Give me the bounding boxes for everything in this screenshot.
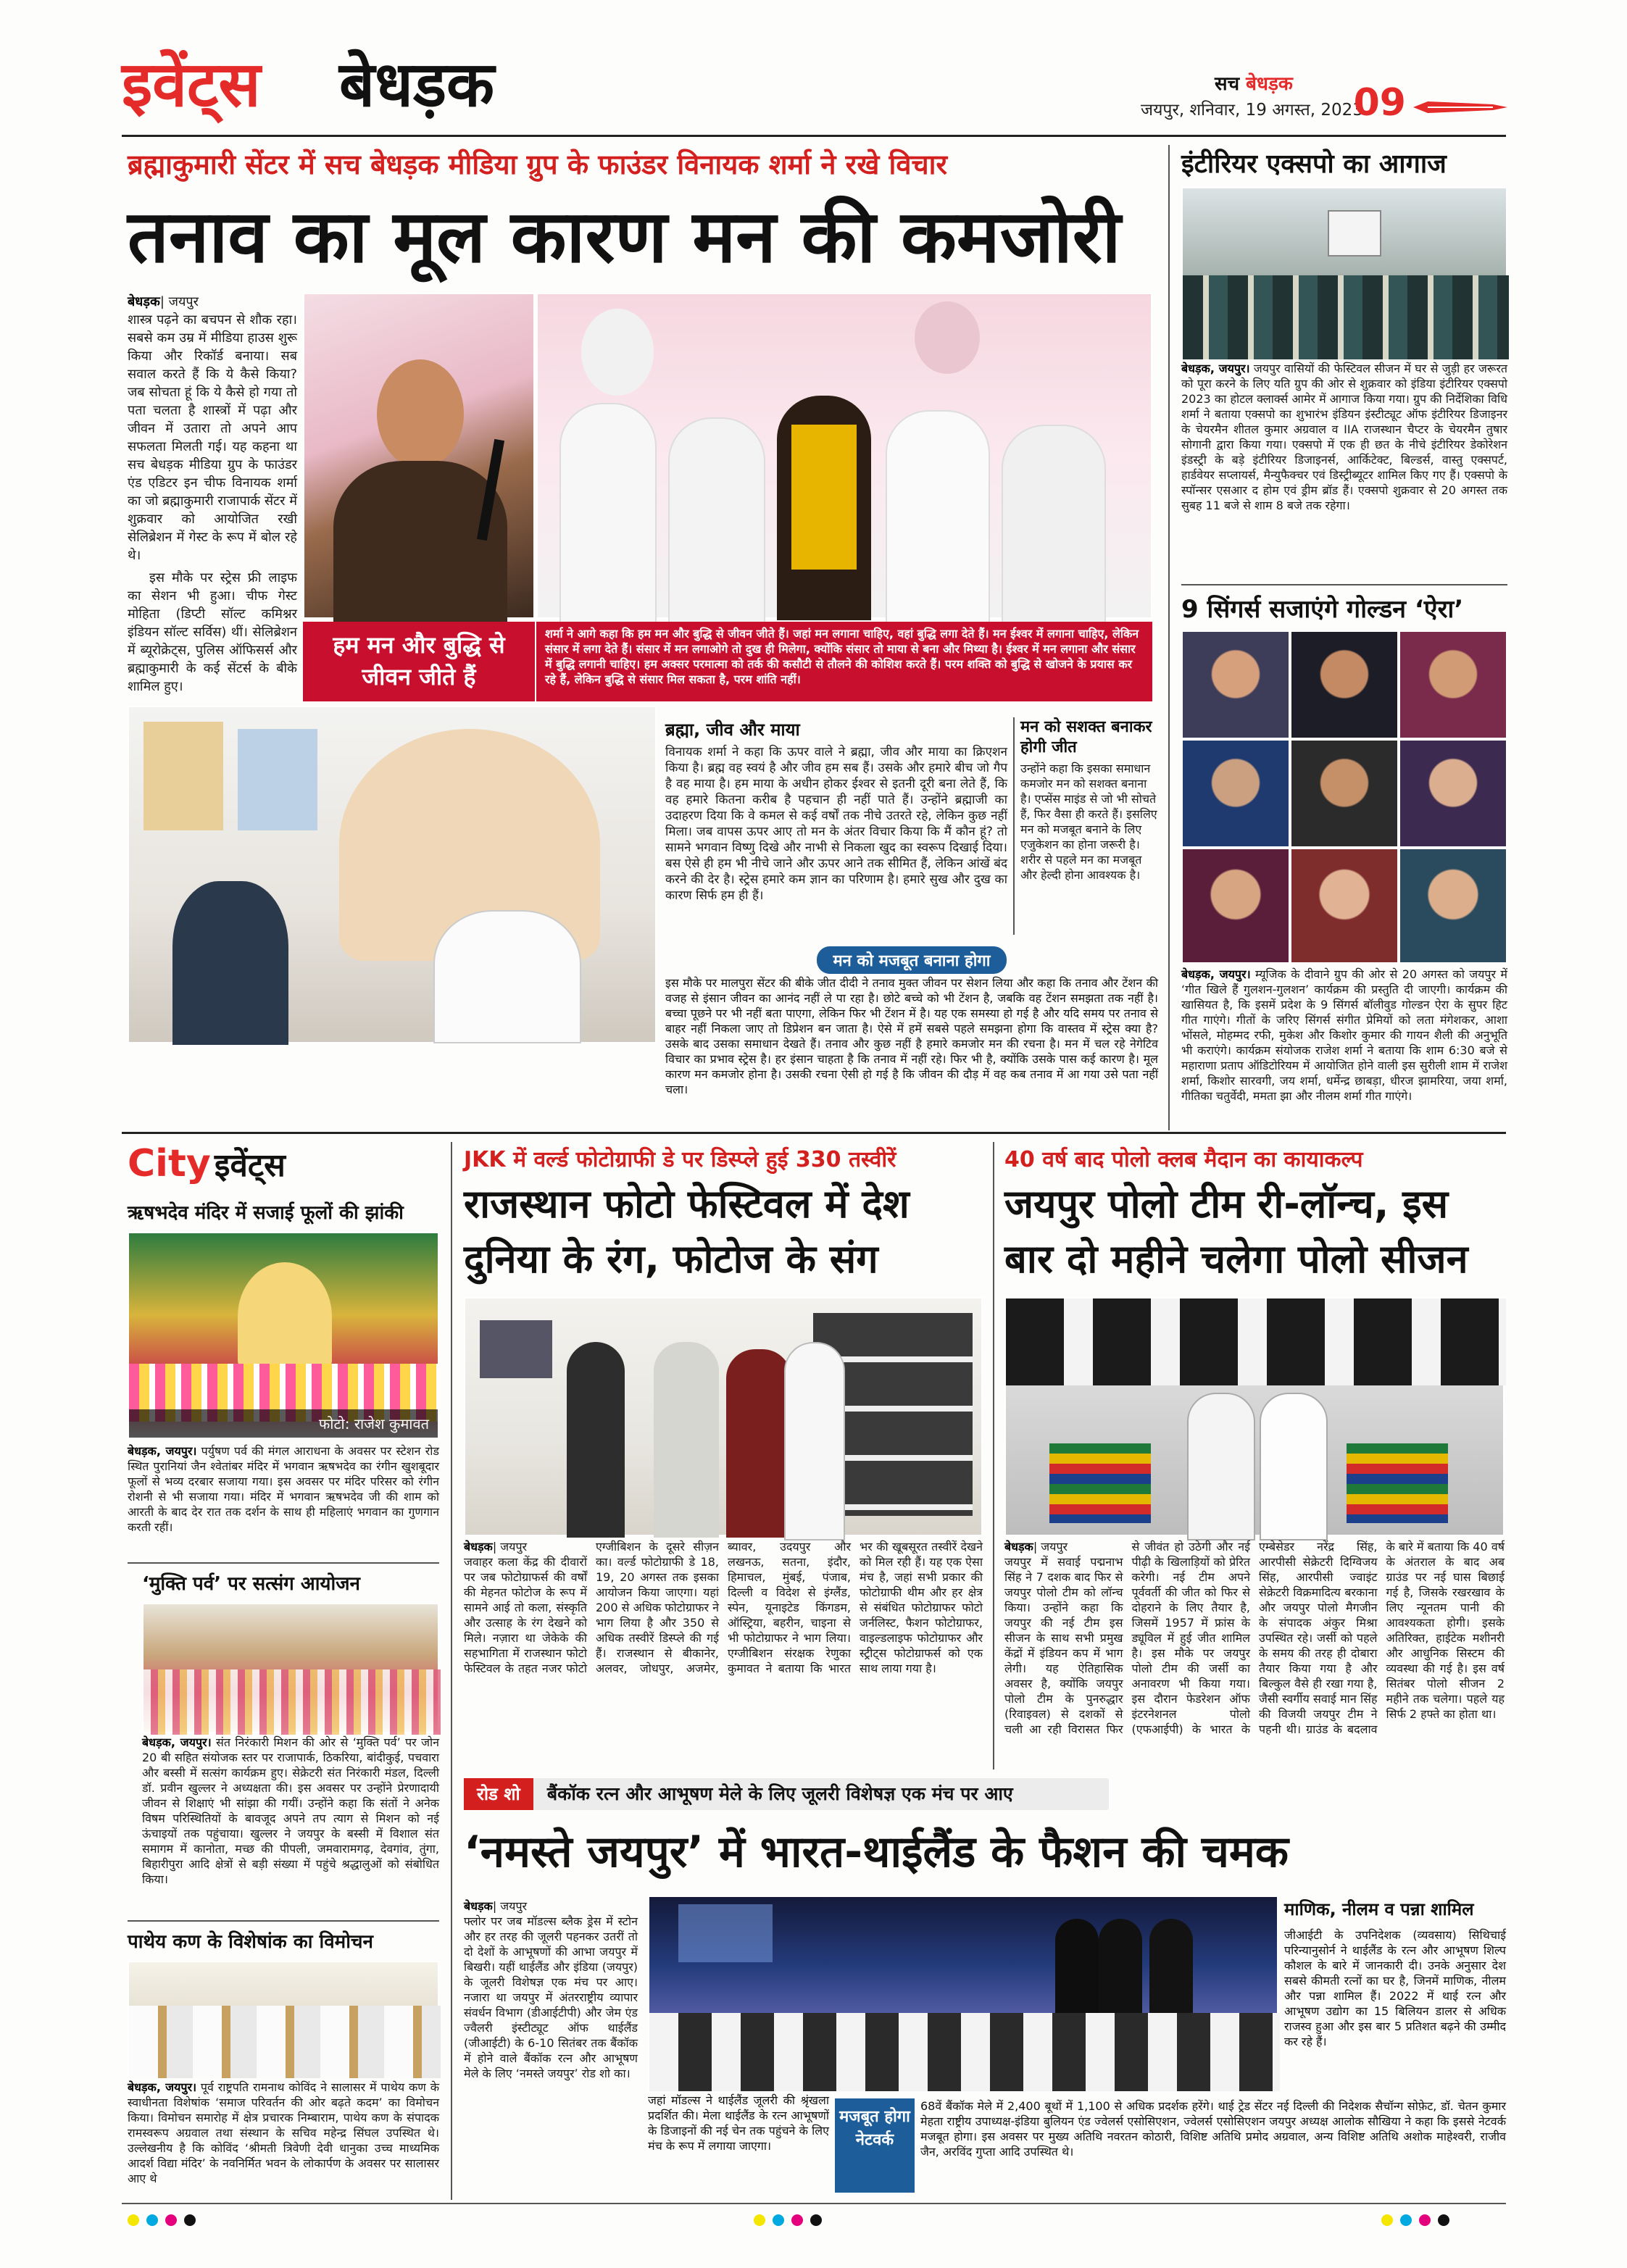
sub3-title-wrap <box>665 946 1158 972</box>
roadshow-under-photo-text: जहां मॉडल्स ने थाईलैंड जूलरी की श्रृंखला प्रदर्शित की। मेला थाईलैंड के रत्न आभूषणों के डिजाइनों की नई चेन तक पहुंचने के लिए मंच के रूप में लगाया जाएगा। <box>648 2093 829 2153</box>
sub2-title: मन को सशक्त बनाकर होगी जीत <box>1020 718 1152 756</box>
speaker-photo <box>303 293 535 619</box>
temple-photo <box>128 1232 439 1439</box>
sub1-title: ब्रह्मा, जीव और माया <box>665 720 800 740</box>
singer-photo-1 <box>1181 630 1290 739</box>
roadshow-network-label: मजबूत होगा नेटवर्क <box>835 2098 915 2193</box>
polo-headline: जयपुर पोलो टीम री-लॉन्च, इस बार दो महीने चलेगा पोलो सीजन <box>1004 1181 1468 1282</box>
pen-nib-icon <box>1413 101 1507 113</box>
photofest-text <box>464 1539 983 1768</box>
expo-byline: बेधड़क, जयपुर। <box>1181 362 1250 375</box>
right-column-divider <box>1168 145 1170 1130</box>
brand-bedhadak: बेधड़क <box>1246 73 1293 95</box>
roadshow-headline: ‘नमस्ते जयपुर’ में भारत-थाईलैंड के फैशन की चमक <box>464 1827 1289 1877</box>
registration-dots-left <box>128 2214 272 2229</box>
registration-dots-right <box>1381 2214 1526 2229</box>
roadshow-side-text: जीआईटी के उपनिदेशक (व्यवसाय) सिथिचाई परिन्यानुसोर्न ने थाईलैंड के रत्न और आभूषण शिल्प कौशल के बारे में जानकारी दी। उनके अनुसार देश सबसे कीमती रत्नों का घर है, जिनमें माणिक, नीलम और पन्ना शामिल हैं। 2022 में थाई रत्न और आभूषण उद्योग का 15 बिलियन डालर से अधिक राजस्व हुआ और इस बार 5 प्रतिशत बढ़ने की उम्मीद कर रहे हैं। <box>1284 1928 1506 2048</box>
masthead-title-bedhadak: बेधड़क <box>339 49 495 121</box>
expo-photo <box>1181 187 1507 358</box>
city-item2-byline: बेधड़क, जयपुर। <box>142 1735 212 1749</box>
lead-headline: तनाव का मूल कारण मन की कमजोरी <box>128 194 1121 279</box>
city-item1-byline: बेधड़क, जयपुर। <box>128 1444 197 1458</box>
city-item1-text <box>128 1443 439 1559</box>
singer-photo-6 <box>1399 739 1507 848</box>
city-column-divider <box>451 1142 452 2200</box>
city-item2-body: संत निरंकारी मिशन की ओर से ‘मुक्ति पर्व’ पर जोन 20 बी सहित संयोजक स्तर पर राजापार्क, ठिकरिया, बांदीकुई, पचवारा और बस्सी में सत्संग कार्यक्रम हुए। सेक्रेटरी संत निरंकारी मंडल, दिल्ली डॉ. प्रवीन खुल्लर ने अध्यक्षता की। इस अवसर पर उन्होंने प्रेरणादायी जीवन से शिक्षाएं भी सांझा की गयीं। उन्होंने कहा कि संतों ने अनेक विषम परिस्थितियों के बावजूद अपने तप त्याग से मिशन को नई ऊंचाइयों तक पहुंचाया। खुल्लर ने जयपुर के बस्सी में विशाल संत समागम में कानोता, मच्छ की पीपली, जमवारामगढ़, देवगांव, तुंगा, बिहारीपुरा आदि क्षेत्रों से बड़ी संख्या में पहुंचे श्रद्धालुओं को संबोधित किया। <box>142 1735 439 1886</box>
brand-sach: सच <box>1215 73 1240 95</box>
city-item2-title: ‘मुक्ति पर्व’ पर सत्संग आयोजन <box>142 1573 360 1595</box>
lead-col1-text: शास्त्र पढ़ने का बचपन से शौक रहा। सबसे कम उम्र में मीडिया हाउस शुरू किया और रिकॉर्ड बनाया। सब सवाल करते हैं कि ये कैसे किया? जब सोचता हूं कि ये कैसे हो गया तो पता चलता है शास्त्रों में पढ़ा और जीवन में उतारा तो अपने आप सफलता मिलती गई। यह कहना था सच बेधड़क मीडिया ग्रुप के फाउंडर एंड एडिटर इन चीफ विनायक शर्मा का जो ब्रह्माकुमारी राजापार्क सेंटर में शुक्रवार को आयोजित रखी सेलिब्रेशन में गेस्ट के रूप में बोल रहे थे। <box>128 312 297 563</box>
sub1-block <box>665 717 1007 942</box>
singer-photo-9 <box>1399 848 1507 964</box>
city-logo <box>128 1142 432 1188</box>
singer-photo-3 <box>1399 630 1507 739</box>
roadshow-kicker: बैंकॉक रत्न और आभूषण मेले के लिए जूलरी विशेषज्ञ एक मंच पर आए <box>546 1783 1013 1804</box>
group-photo <box>536 293 1152 619</box>
lead-col1b-text: इस मौके पर स्ट्रेस फ्री लाइफ का सेशन भी हुआ। चीफ गेस्ट मोहिता (डिप्टी सॉल्ट कमिश्नर इंडियन सॉल्ट सर्विस) थीं। सेलिब्रेशन में ब्यूरोक्रेट्स, पुलिस ऑफिसर्स और ब्रह्माकुमारी के कई सेंटर्स के बीके शामिल हुए। <box>128 570 297 694</box>
page-number: 09 <box>1353 81 1406 125</box>
expo-headline: इंटीरियर एक्सपो का आगाज <box>1181 149 1447 179</box>
photofest-polo-divider <box>993 1142 994 1769</box>
photofest-dateline: | जयपुर <box>492 1540 528 1554</box>
city-item1-title: ऋषभदेव मंदिर में सजाई फूलों की झांकी <box>128 1202 404 1224</box>
date-line: जयपुर, शनिवार, 19 अगस्त, 2023 <box>1141 101 1363 120</box>
sub2-block <box>1020 717 1158 942</box>
city-item1-body: पर्युषण पर्व की मंगल आराधना के अवसर पर स्टेशन रोड स्थित पुरानियां जैन श्वेतांबर मंदिर में भगवान ऋषभदेव का रंगीन खुशबूदार फूलों से भव्य दरबार सजाया गया। इस अवसर पर मंदिर परिसर को रंगीन रोशनी से भी सजाया गया। मंदिर में भगवान ऋषभदेव जी की शाम को आरती के बाद देर रात तक दर्शन के साथ ही महिलाएं भगवान का गुणगान करती रहीं। <box>128 1444 439 1534</box>
roadshow-side-title: माणिक, नीलम व पन्ना शामिल <box>1284 1899 1474 1919</box>
roadshow-body-left: फ्लोर पर जब मॉडल्स ब्लैक ड्रेस में स्टोन और हर तरह की जूलरी पहनकर उतरीं तो दो देशों के आभूषणों की आभा जयपुर में बिखरी। यहीं थाईलैंड और इंडिया (जयपुर) के जूलरी विशेषज्ञ एक मंच पर आए। नजारा था जयपुर में अंतरराष्ट्रीय व्यापार संवर्धन विभाग (डीआईटीपी) और जेम एंड ज्वैलरी इंस्टीट्यूट ऑफ थाईलैंड (जीआईटी) के 6-10 सितंबर तक बैंकॉक में होने वाले बैंकॉक रत्न और आभूषण मेले के लिए ‘नमस्ते जयपुर’ रोड शो का। <box>464 1914 638 2080</box>
lead-byline: बेधड़क <box>128 294 160 309</box>
photofest-kicker: JKK में वर्ल्ड फोटोग्राफी डे पर डिस्प्ले हुई 330 तस्वीरें <box>464 1147 896 1172</box>
lead-quote: हम मन और बुद्धि से जीवन जीते हैं <box>303 622 535 701</box>
singer-photo-4 <box>1181 739 1290 848</box>
roadshow-byline: बेधड़क <box>464 1899 493 1913</box>
polo-dateline: | जयपुर <box>1033 1540 1068 1554</box>
singers-grid <box>1181 630 1507 964</box>
singer-photo-8 <box>1290 848 1399 964</box>
roadshow-kicker-bar <box>464 1778 1109 1810</box>
footer-divider <box>122 2203 1506 2204</box>
satsang-photo <box>142 1603 439 1733</box>
temple-photo-credit: फोटो: राजेश कुमावत <box>129 1409 438 1438</box>
section-divider <box>122 1132 1506 1134</box>
singer-photo-2 <box>1290 630 1399 739</box>
photofest-photo <box>464 1297 983 1536</box>
sub2-text: उन्होंने कहा कि इसका समाधान कमजोर मन को सशक्त बनाना है। एप्सेंस माइंड से जो भी सोचते हैं, फिर वैसा ही करते हैं। इसलिए मन को मजबूत बनाने के लिए एजुकेशन का होना जरूरी है। शरीर से पहले मन का मजबूत और हेल्दी होना आवश्यक है। <box>1020 762 1157 882</box>
registration-dots-center <box>754 2214 899 2229</box>
city-item3-byline: बेधड़क, जयपुर। <box>128 2080 197 2094</box>
lead-red-box: शर्मा ने आगे कहा कि हम मन और बुद्धि से जीवन जीते हैं। जहां मन लगाना चाहिए, वहां बुद्धि लगा देते हैं। मन ईश्वर में लगाना चाहिए, लेकिन संसार में लगा देते हैं। संसार में मन लगाओगे तो दुख ही मिलेगा, क्योंकि संसार तो माया से बना और मिथ्या है। ईश्वर में मन लगाना और संसार में बुद्धि लगानी चाहिए। हम अक्सर परमात्मा को तर्क की कसौटी से तौलने की कोशिश करते हैं। परम शक्ति को बुद्धि से खोजने के प्रयास कर रहे हैं, लेकिन बुद्धि से संसार मिल सकता है, परम शांति नहीं। <box>536 622 1152 701</box>
roadshow-dateline: | जयपुर <box>492 1899 528 1913</box>
masthead-divider <box>122 135 1506 137</box>
city-logo-events: इवेंट्स <box>214 1147 286 1184</box>
city-divider-1 <box>128 1562 439 1564</box>
roadshow-left-text <box>464 1898 638 2188</box>
release-photo <box>128 1961 439 2077</box>
city-logo-city: City <box>128 1142 211 1185</box>
photofest-body: जवाहर कला केंद्र की दीवारों पर जब फोटोग्राफर्स की वर्षों की मेहनत फोटोज के रूप में सामने आई तो कला, संस्कृति और उत्साह के रंग देखने को मिले। नज़ारा था जेकेके की सहभागिता में राजस्थान फोटो फेस्टिवल के तहत नजर फोटो एग्जीबिशन के दूसरे सीज़न का। वर्ल्ड फोटोग्राफी डे 18, 19, 20 अगस्त तक इसका आयोजन किया जाएगा। यहां 200 से अधिक फोटोग्राफर ने भाग लिया है और 350 से अधिक तस्वीरें डिस्प्ले की गई हैं। राजस्थान से बीकानेर, अलवर, जोधपुर, अजमेर, ब्यावर, उदयपुर और लखनऊ, सतना, इंदौर, हिमाचल, मुंबई, पंजाब, दिल्ली व विदेश से इंग्लैंड, स्पेन, यूनाइटेड किंगडम, ऑस्ट्रिया, बहरीन, चाइना से भी फोटोग्राफर ने भाग लिया। एग्जीबिशन संरक्षक रेणुका कुमावत ने बताया कि भारत भर की खूबसूरत तस्वीरें देखने को मिल रही हैं। यह एक ऐसा मंच है, जहां सभी प्रकार की फोटोग्राफी थीम और हर क्षेत्र से संबंधित फोटोग्राफर फोटो जर्नलिस्ट, फैशन फोटोग्राफर, वाइल्डलाइफ फोटोग्राफर और स्ट्रीट्स फोटोग्राफर्स को एक साथ लाया गया है। <box>464 1540 983 1675</box>
singer-photo-5 <box>1290 739 1399 848</box>
polo-byline: बेधड़क <box>1004 1540 1033 1554</box>
singers-byline: बेधड़क, जयपुर। <box>1181 967 1251 981</box>
city-item3-title: पाथेय कण के विशेषांक का विमोचन <box>128 1931 373 1953</box>
expo-divider <box>1181 584 1507 585</box>
city-item3-body: पूर्व राष्ट्रपति रामनाथ कोविंद ने सालासर में पाथेय कण के स्वाधीनता विशेषांक ‘समाज परिवर्तन की ओर बढ़ते कदम’ का विमोचन किया। विमोचन समारोह में क्षेत्र प्रचारक निम्बाराम, पाथेय कण के संपादक रामस्वरूप अग्रवाल तथा संस्थान के सचिव महेन्द्र सिंघल उपस्थित थे। उल्लेखनीय है कि कोविंद ‘श्रीमती त्रिवेणी देवी धानुका उच्च माध्यमिक आदर्श विद्या मंदिर’ के नवनिर्मित भवन के लोकार्पण के अवसर पर सालासर आए थे <box>128 2080 439 2185</box>
polo-kicker: 40 वर्ष बाद पोलो क्लब मैदान का कायाकल्प <box>1004 1147 1363 1172</box>
masthead-title-events: इवेंट्स <box>122 49 261 121</box>
sub-divider <box>1013 717 1015 935</box>
photofest-headline: राजस्थान फोटो फेस्टिवल में देश दुनिया के रंग, फोटोज के संग <box>464 1181 910 1282</box>
polo-body: जयपुर में सवाई पद्मनाभ सिंह ने 7 दशक बाद फिर से जयपुर पोलो टीम को लॉन्च किया। उन्होंने कहा कि जयपुर की नई टीम इस सीजन के साथ सभी प्रमुख केंद्रों में इंडियन कप में भाग लेगी। यह ऐतिहासिक अवसर है, क्योंकि जयपुर पोलो टीम के पुनरुद्धार (रिवाइवल) से दशकों से चली आ रही विरासत फिर से जीवंत हो उठेगी और नई पीढ़ी के खिलाड़ियों को प्रेरित करेगी। नई टीम अपने पूर्ववर्ती की जीत को फिर से दोहराने के लिए तैयार है, जिसमें 1957 में फ्रांस के ड्यूविल में हुई जीत शामिल है। इस मौके पर जयपुर पोलो टीम की जर्सी का अनावरण भी किया गया। इस दौरान फेडरेशन ऑफ इंटरनेशनल पोलो (एफआईपी) के भारत के एम्बेसेडर नरेंद्र सिंह, आरपीसी सेक्रेटरी दिग्विजय सिंह, आरपीसी ज्वाइंट सेक्रेटरी विक्रमादित्य बरकाना और जयपुर पोलो मैगजीन के संपादक अंकुर मिश्रा उपस्थित रहे। जर्सी को पहले के समय की तरह ही दोबारा तैयार किया गया है और बिल्कुल वैसे ही रखा गया है, जैसी स्वर्गीय सवाई मान सिंह की विजयी जयपुर टीम ने पहनी थी। ग्राउंड के बदलाव के बारे में बताया कि 40 वर्ष के अंतराल के बाद अब ग्राउंड पर नई घास बिछाई गई है, जिसके रखरखाव के लिए न्यूनतम पानी की आवश्यकता होगी। इसके अतिरिक्त, हाईटेक मशीनरी और आधुनिक सिस्टम की व्यवस्था की गई है। इस वर्ष सितंबर पोलो सीजन 2 महीने तक चलेगा। पहले यह सिर्फ 2 हफ्ते का होता था। <box>1004 1540 1505 1736</box>
city-item3-text <box>128 2080 439 2196</box>
photofest-byline: बेधड़क <box>464 1540 493 1554</box>
sub3-text: इस मौके पर मालपुरा सेंटर की बीके जीत दीदी ने तनाव मुक्त जीवन पर सेशन लिया और कहा कि तनाव और टेंशन की वजह से इंसान जीवन का आनंद नहीं ले पा रहा है। छोटे बच्चे को भी टेंशन है, जबकि वह टेंशन समझता तक नहीं है। बच्चा पूछने पर भी नहीं बता पाएगा, लेकिन फिर भी टेंशन में है। यह एक समस्या हो गई है और यदि समय पर तनाव से बाहर नहीं निकला जाए तो डिप्रेशन बन जाता है। ऐसे में हमें सबसे पहले समझना होगा कि वास्तव में स्ट्रेस क्या है? उसके बाद उसका समाधान देखते हैं। तनाव और कुछ नहीं है हमारे कमजोर मन की रचना है। मन में चल रहे नेगेटिव विचार का प्रभाव स्ट्रेस है। हर इंसान चाहता है कि तनाव में नहीं रहे। फिर भी है, क्योंकि उसके पास कई कारण है। मूल कारण मन कमजोर होना है। उसकी रचना ऐसी हो गई है कि जीवन की दौड़ में वह कब तनाव में आ गया उसे पता नहीं चला। <box>665 976 1158 1096</box>
polo-text <box>1004 1539 1505 1768</box>
singers-body: म्यूजिक के दीवाने ग्रुप की ओर से 20 अगस्त को जयपुर में ‘गीत खिले हैं गुलशन-गुलशन’ कार्यक्रम की प्रस्तुति दी जाएगी। कार्यक्रम की खासियत है, कि इसमें प्रदेश के 9 सिंगर्स बॉलीवुड गोल्डन ऐरा के सुपर हिट गीत गाएंगे। गीतों के जरिए सिंगर्स संगीत प्रेमियों को लता मंगेशकर, आशा भोंसले, मोहम्मद रफी, मुकेश और किशोर कुमार की गायन शैली की अनुभूति भी कराएंगे। कार्यक्रम संयोजक राजेश शर्मा ने बताया कि शाम 6:30 बजे से महाराणा प्रताप ऑडिटोरियम में आयोजित होने वाली इस सुरीली शाम में राजेश शर्मा, किशोर सारवगी, जय शर्मा, धर्मेन्द्र छाबड़ा, धीरज झामरिया, जया शर्मा, गीतिका चतुर्वेदी, ममता झा और नीलम शर्मा गीत गाएंगे। <box>1181 967 1508 1103</box>
expo-body: जयपुर वासियों की फेस्टिवल सीजन में घर से जुड़ी हर जरूरत को पूरा करने के लिए यति ग्रुप की ओर से शुक्रवार को इंडिया इंटीरियर एक्सपो 2023 का होटल क्लार्क्स आमेर में आगाज किया गया। ग्रुप की निर्देशिका विधि शर्मा ने बताया एक्सपो का शुभारंभ इंडियन इंस्टीट्यूट ऑफ इंटीरियर डिजाइनर के चेयरमैन शीतल कुमार अग्रवाल व IIA राजस्थान चैप्टर के चेयरमैन तुषार सोगानी द्वारा किया गया। एक्सपो में एक ही छत के नीचे इंटीरियर डेकोरेशन इंडस्ट्री के बड़े इंटीरियर डिजाइनर्स, आर्किटेक्ट, बिल्डर्स, वास्तु एक्सपर्ट, हार्डवेयर सप्लायर्स, मैन्युफैक्चर एवं डिस्ट्रीब्यूटर शामिल किए गए हैं। एक्सपो के स्पॉन्सर एसआर द होम एवं ड्रीम ब्रॉड हैं। एक्सपो शुक्रवार से 20 अगस्त तक सुबह 11 बजे से शाम 8 बजे तक रहेगा। <box>1181 362 1507 512</box>
lead-column-text <box>128 293 297 699</box>
lead-kicker: ब्रह्माकुमारी सेंटर में सच बेधड़क मीडिया ग्रुप के फाउंडर विनायक शर्मा ने रखे विचार <box>128 149 947 180</box>
polo-photo <box>1004 1297 1505 1536</box>
singer-photo-7 <box>1181 848 1290 964</box>
city-item2-text <box>142 1735 439 1916</box>
roadshow-photo <box>648 1896 1278 2090</box>
expo-text <box>1181 361 1507 578</box>
sub3-title: मन को मजबूत बनाना होगा <box>817 946 1006 974</box>
roadshow-network-text: 68वें बैंकॉक मेले में 2,400 बूथों में 1,100 से अधिक प्रदर्शक हरेंगे। थाई ट्रेड सेंटर नई दिल्ली की निदेशक सैचॉन्ग सोफ़ेट, डॉ. चेतन कुमार मेहता राष्ट्रीय उपाध्यक्ष-इंडिया बुलियन एंड ज्वेलर्स एसोसिएशन, ज्वेलर्स एसोसिएशन जयपुर अध्यक्ष आलोक सौखिया ने कहा कि इससे नेटवर्क मजबूत होगा। इस अवसर पर मुख्य अतिथि नवरतन कोठारी, विशिष्ट अतिथि प्रमोद अग्रवाल, अन्य विशिष्ट अतिथि अशोक माहेश्वरी, राजीव जैन, अरविंद गुप्ता आदि उपस्थित थे। <box>920 2099 1506 2159</box>
singers-text <box>1181 967 1507 1126</box>
lead-dateline: | जयपुर <box>159 294 199 309</box>
city-divider-2 <box>128 1920 439 1922</box>
sub1-text: विनायक शर्मा ने कहा कि ऊपर वाले ने ब्रह्मा, जीव और माया का क्रिएशन किया है। ब्रह्म वह स्वयं है और जीव हम सब हैं। उसके और हमारे बीच जो गैप है वह माया है। हम माया के अधीन होकर ईश्वर से इतनी दूरी बना लेते हैं, कि वह हमारे कितना करीब है पहचान ही नहीं पाते हैं। उन्होंने ब्रह्माजी का उदाहरण दिया कि वे कमल से कई वर्षों तक नीचे उतरते रहे, लेकिन कुछ नहीं मिला। जब वापस ऊपर आए तो मन के अंतर विचार किया कि मैं कौन हूं? तो सामने भगवान विष्णु दिखे और नाभी से निकला खुद का स्वरूप दिखाई दिया। बस ऐसे ही हम भी नीचे जाने और ऊपर आने तक सीमित हैं, लेकिन आंखें बंद करने की देर है। स्ट्रेस हमारे कम ज्ञान का परिणाम है। हमारे सुख और दुख का कारण सिर्फ हम ही हैं। <box>665 745 1007 903</box>
ceremony-photo <box>128 706 657 1043</box>
roadshow-tag: रोड शो <box>464 1778 533 1810</box>
singers-headline: 9 सिंगर्स सजाएंगे गोल्डन ‘ऐरा’ <box>1181 595 1464 624</box>
